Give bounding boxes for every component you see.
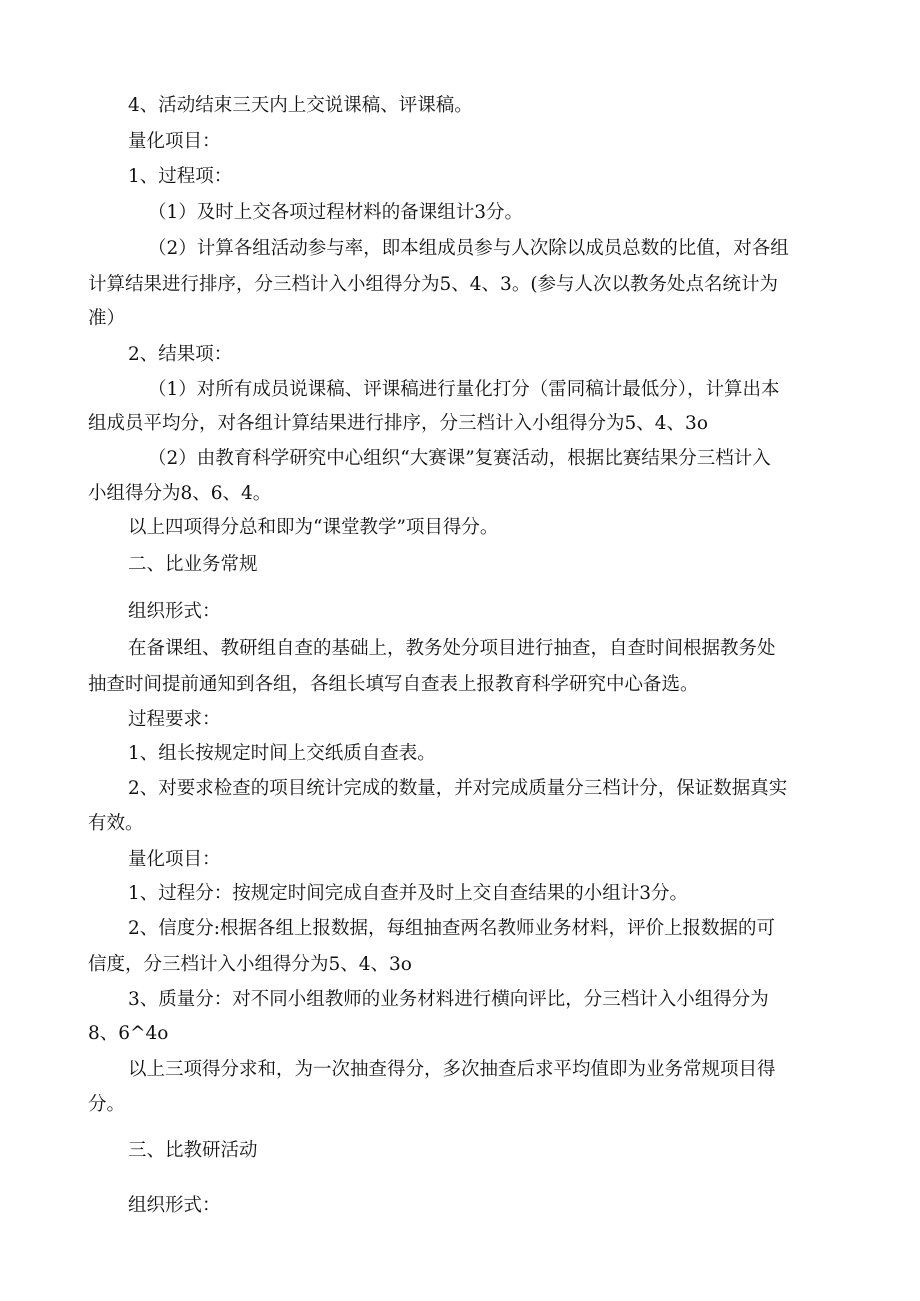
text-line: 信度，分三档计入小组得分为5、4、3o bbox=[88, 954, 412, 975]
text-line: 组织形式： bbox=[128, 601, 221, 622]
section-heading: 二、比业务常规 bbox=[128, 554, 258, 575]
text-line: 3、质量分：对不同小组教师的业务材料进行横向评比，分三档计入小组得分为 bbox=[128, 989, 769, 1010]
text-line: 组成员平均分，对各组计算结果进行排序，分三档计入小组得分为5、4、3o bbox=[88, 413, 708, 434]
text-line: 分。 bbox=[88, 1094, 126, 1115]
text-line: 2、结果项： bbox=[128, 344, 233, 365]
text-line: 2、对要求检查的项目统计完成的数量，并对完成质量分三档计分，保证数据真实 bbox=[128, 778, 788, 799]
text-line: 抽查时间提前通知到各组，各组长填写自查表上报教育科学研究中心备选。 bbox=[88, 674, 699, 695]
text-line: 在备课组、教研组自查的基础上，教务处分项目进行抽查，自查时间根据教务处 bbox=[128, 638, 776, 659]
text-line: 有效。 bbox=[88, 813, 144, 834]
text-line: 1、过程项： bbox=[128, 166, 233, 187]
text-line: （1）对所有成员说课稿、评课稿进行量化打分（雷同稿计最低分），计算出本 bbox=[148, 379, 780, 400]
text-line: 1、过程分：按规定时间完成自查并及时上交自查结果的小组计3分。 bbox=[128, 883, 689, 904]
text-line: 计算结果进行排序，分三档计入小组得分为5、4、3。(参与人次以教务处点名统计为 bbox=[88, 274, 779, 295]
text-line: 8、6^4o bbox=[88, 1023, 169, 1044]
text-line: （2）由教育科学研究中心组织“大赛课”复赛活动，根据比赛结果分三档计入 bbox=[148, 448, 771, 469]
text-line: 准） bbox=[88, 308, 126, 329]
text-line: 4、活动结束三天内上交说课稿、评课稿。 bbox=[128, 95, 473, 116]
text-line: 小组得分为8、6、4。 bbox=[88, 483, 272, 504]
section-heading: 三、比教研活动 bbox=[128, 1140, 258, 1161]
text-line: 以上四项得分总和即为“课堂教学”项目得分。 bbox=[128, 517, 499, 538]
text-line: 过程要求： bbox=[128, 709, 221, 730]
text-line: （1）及时上交各项过程材料的备课组计3分。 bbox=[148, 202, 524, 223]
text-line: 以上三项得分求和，为一次抽查得分，多次抽查后求平均值即为业务常规项目得 bbox=[128, 1059, 776, 1080]
text-line: 组织形式： bbox=[128, 1195, 221, 1216]
text-line: （2）计算各组活动参与率，即本组成员参与人次除以成员总数的比值，对各组 bbox=[148, 238, 789, 259]
text-line: 量化项目： bbox=[128, 849, 221, 870]
text-line: 1、组长按规定时间上交纸质自查表。 bbox=[128, 743, 436, 764]
text-line: 量化项目： bbox=[128, 131, 221, 152]
text-line: 2、信度分:根据各组上报数据，每组抽查两名教师业务材料，评价上报数据的可 bbox=[128, 918, 776, 939]
